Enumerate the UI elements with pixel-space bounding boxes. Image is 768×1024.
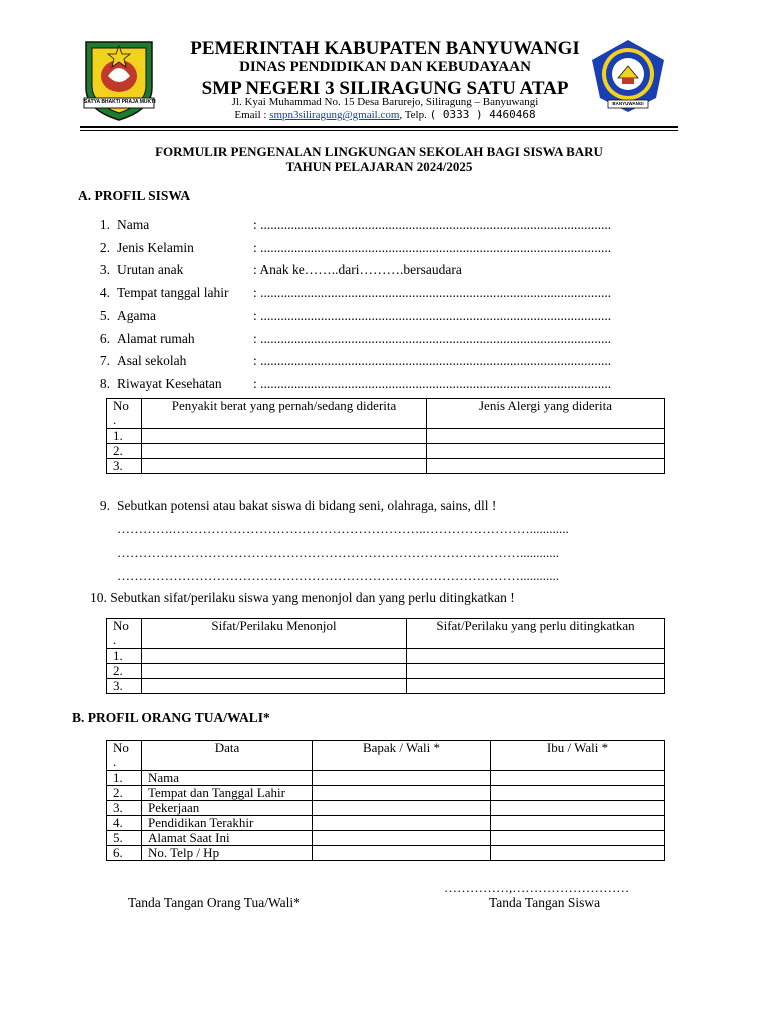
field-number: 4.: [99, 285, 110, 300]
telp-number: ( 0333 ) 4460468: [429, 108, 536, 121]
field-number: 7.: [99, 353, 110, 368]
parent-table: [106, 740, 665, 861]
improve-cell[interactable]: [407, 679, 665, 694]
q10-text: 10. Sebutkan sifat/perilaku siswa yang menonjol dan yang perlu ditingkatkan !: [90, 590, 515, 605]
table-row: [107, 771, 665, 786]
father-cell[interactable]: [313, 816, 491, 831]
table-row-no: 1.: [107, 649, 142, 664]
field-label: Jenis Kelamin: [117, 240, 194, 255]
father-cell[interactable]: [313, 786, 491, 801]
table-row-no: 5.: [107, 831, 142, 846]
table-row-no: 1.: [107, 771, 142, 786]
mother-cell[interactable]: [491, 816, 665, 831]
q9-answer-line[interactable]: …………………………………………………………………………………............: [117, 545, 559, 560]
field-value-input[interactable]: : Anak ke……..dari……….bersaudara: [253, 262, 462, 277]
table-row-no: 3.: [107, 679, 142, 694]
parent-data-label: No. Telp / Hp: [142, 846, 313, 861]
field-label: Asal sekolah: [117, 353, 187, 368]
field-label: Nama: [117, 217, 150, 232]
health-col-no: No .: [107, 399, 142, 429]
form-year: TAHUN PELAJARAN 2024/2025: [285, 159, 473, 174]
field-number: 5.: [99, 308, 110, 323]
prominent-cell[interactable]: [142, 649, 407, 664]
field-value-input[interactable]: : ........................................................................................................: [253, 240, 612, 255]
allergy-cell[interactable]: [427, 459, 665, 474]
father-cell[interactable]: [313, 801, 491, 816]
field-value-input[interactable]: : ........................................................................................................: [253, 217, 612, 232]
q9-answer-line[interactable]: …………………………………………………………………………………............: [117, 568, 559, 583]
allergy-cell[interactable]: [427, 429, 665, 444]
mother-cell[interactable]: [491, 801, 665, 816]
mother-cell[interactable]: [491, 771, 665, 786]
field-number: 8.: [99, 376, 110, 391]
header-address: Jl. Kyai Muhammad No. 15 Desa Barurejo, Siliragung – Banyuwangi: [231, 96, 539, 108]
parent-data-label: Alamat Saat Ini: [142, 831, 313, 846]
table-row-no: 2.: [107, 786, 142, 801]
table-row-no: 1.: [107, 429, 142, 444]
parent-col-father: Bapak / Wali *: [313, 741, 491, 771]
mother-cell[interactable]: [491, 846, 665, 861]
field-value-input[interactable]: : ........................................................................................................: [253, 308, 612, 323]
table-row: [107, 831, 665, 846]
email-label: Email :: [234, 109, 270, 121]
section-a-heading: A. PROFIL SISWA: [78, 188, 191, 203]
health-col-allergy: Jenis Alergi yang diderita: [427, 399, 665, 429]
mother-cell[interactable]: [491, 831, 665, 846]
q9-number: 9.: [99, 498, 110, 513]
field-label: Riwayat Kesehatan: [117, 376, 222, 391]
field-number: 3.: [99, 262, 110, 277]
parent-col-data: Data: [142, 741, 313, 771]
header-divider-thick: [80, 126, 678, 128]
table-row-no: 3.: [107, 801, 142, 816]
date-line[interactable]: ……………,………………………: [444, 880, 630, 895]
parent-col-no: No .: [107, 741, 142, 771]
father-cell[interactable]: [313, 771, 491, 786]
header-divider-thin: [80, 130, 678, 131]
parent-col-mother: Ibu / Wali *: [491, 741, 665, 771]
behavior-col-no: No .: [107, 619, 142, 649]
health-table: [106, 398, 665, 474]
table-row-no: 2.: [107, 664, 142, 679]
improve-cell[interactable]: [407, 664, 665, 679]
q9-answer-line[interactable]: ………….…………………………………………………..……………………............: [117, 521, 569, 536]
table-row-no: 3.: [107, 459, 142, 474]
parent-signature-label: Tanda Tangan Orang Tua/Wali*: [128, 895, 300, 910]
disease-cell[interactable]: [142, 429, 427, 444]
field-number: 6.: [99, 331, 110, 346]
field-label: Tempat tanggal lahir: [117, 285, 229, 300]
table-row-no: 4.: [107, 816, 142, 831]
parent-data-label: Pekerjaan: [142, 801, 313, 816]
allergy-cell[interactable]: [427, 444, 665, 459]
email-link[interactable]: smpn3siliragung@gmail.com: [269, 109, 400, 121]
behavior-col-improve: Sifat/Perilaku yang perlu ditingkatkan: [407, 619, 665, 649]
table-row: [107, 786, 665, 801]
field-number: 2.: [99, 240, 110, 255]
improve-cell[interactable]: [407, 649, 665, 664]
disease-cell[interactable]: [142, 444, 427, 459]
table-row: [107, 816, 665, 831]
student-signature-label: Tanda Tangan Siswa: [489, 895, 601, 910]
field-label: Urutan anak: [117, 262, 184, 277]
parent-data-label: Nama: [142, 771, 313, 786]
parent-data-label: Pendidikan Terakhir: [142, 816, 313, 831]
section-b-heading: B. PROFIL ORANG TUA/WALI*: [72, 710, 270, 725]
q9-text: Sebutkan potensi atau bakat siswa di bidang seni, olahraga, sains, dll !: [117, 498, 497, 513]
field-value-input[interactable]: : ........................................................................................................: [253, 285, 612, 300]
header-department: DINAS PENDIDIKAN DAN KEBUDAYAAN: [239, 59, 531, 75]
father-cell[interactable]: [313, 831, 491, 846]
field-label: Agama: [117, 308, 156, 323]
behavior-table: [106, 618, 665, 694]
mother-cell[interactable]: [491, 786, 665, 801]
field-label: Alamat rumah: [117, 331, 195, 346]
table-row-no: 6.: [107, 846, 142, 861]
prominent-cell[interactable]: [142, 664, 407, 679]
field-value-input[interactable]: : ........................................................................................................: [253, 353, 612, 368]
health-col-disease: Penyakit berat yang pernah/sedang diderita: [142, 399, 427, 429]
form-title: FORMULIR PENGENALAN LINGKUNGAN SEKOLAH BAGI SISWA BARU: [155, 144, 603, 159]
header-government: PEMERINTAH KABUPATEN BANYUWANGI: [190, 38, 580, 59]
prominent-cell[interactable]: [142, 679, 407, 694]
field-value-input[interactable]: : ........................................................................................................: [253, 376, 612, 391]
regency-emblem-logo: [80, 38, 158, 122]
school-emblem-caption: BANYUWANGI: [612, 101, 644, 106]
behavior-col-prominent: Sifat/Perilaku Menonjol: [142, 619, 407, 649]
table-row: [107, 801, 665, 816]
table-row: [107, 846, 665, 861]
header-school-name: SMP NEGERI 3 SILIRAGUNG SATU ATAP: [201, 78, 569, 99]
field-number: 1.: [99, 217, 110, 232]
field-value-input[interactable]: : ........................................................................................................: [253, 331, 612, 346]
emblem-motto: SATYA BHAKTI PRAJA MUKTI: [84, 99, 156, 105]
header-contact: [150, 108, 620, 121]
table-row-no: 2.: [107, 444, 142, 459]
father-cell[interactable]: [313, 846, 491, 861]
parent-data-label: Tempat dan Tanggal Lahir: [142, 786, 313, 801]
disease-cell[interactable]: [142, 459, 427, 474]
telp-label: , Telp.: [399, 109, 430, 121]
